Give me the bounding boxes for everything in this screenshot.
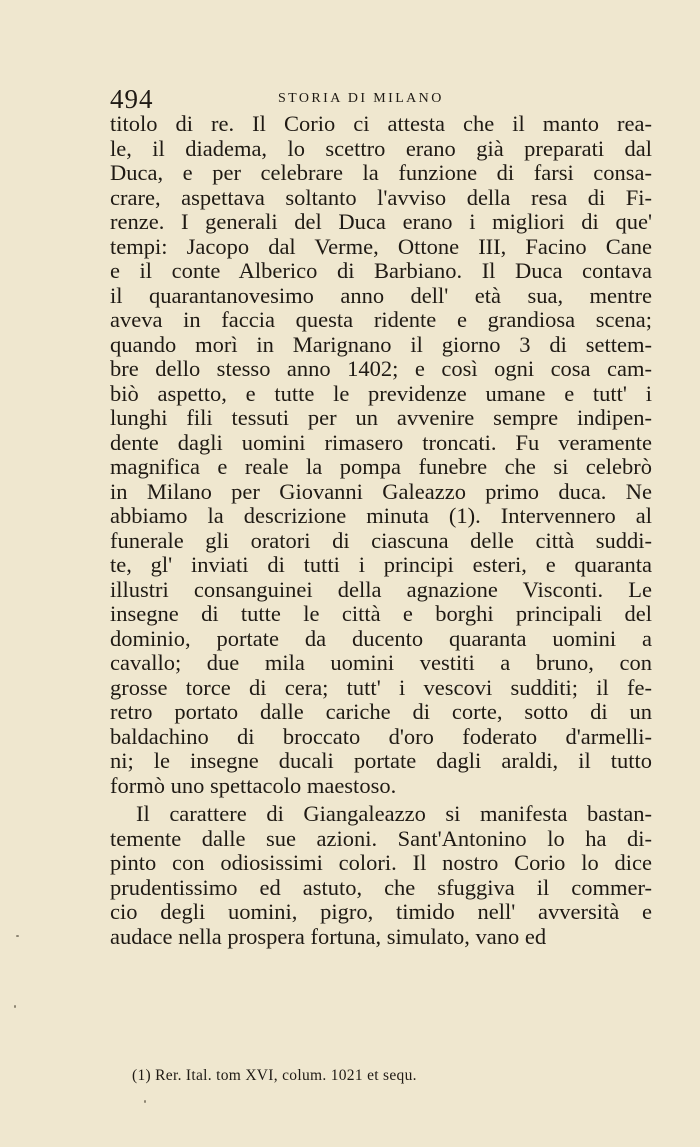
paper-speck bbox=[16, 935, 19, 937]
page-number: 494 bbox=[110, 84, 154, 114]
text-line: magnifica e reale la pompa funebre che si celebrò bbox=[110, 454, 652, 479]
text-line: il quarantanovesimo anno dell' età sua, mentre bbox=[110, 282, 652, 308]
text-line: insegne di tutte le città e borghi principali del bbox=[110, 601, 652, 626]
text-line: dominio, portate da ducento quaranta uomini a bbox=[110, 625, 652, 651]
text-line: renze. I generali del Duca erano i migliori di que' bbox=[110, 209, 652, 234]
text-line: baldachino di broccato d'oro foderato d'armelli- bbox=[110, 723, 652, 749]
paper-speck bbox=[144, 1100, 146, 1103]
text-line: Duca, e per celebrare la funzione di farsi consa- bbox=[110, 160, 652, 185]
text-line: aveva in faccia questa ridente e grandiosa scena; bbox=[110, 307, 652, 332]
text-line: grosse torce di cera; tutt' i vescovi sudditi; il fe- bbox=[110, 674, 652, 700]
text-line: Il carattere di Giangaleazzo si manifesta bastan- bbox=[136, 801, 652, 826]
text-line: tempi: Jacopo dal Verme, Ottone III, Facino Cane bbox=[110, 233, 652, 259]
text-line: temente dalle sue azioni. Sant'Antonino lo ha di- bbox=[110, 825, 652, 851]
text-line: cavallo; due mila uomini vestiti a bruno, con bbox=[110, 650, 652, 675]
text-line: te, gl' inviati di tutti i principi esteri, e quaranta bbox=[110, 552, 652, 577]
footnote: (1) Rer. Ital. tom XVI, colum. 1021 et sequ. bbox=[132, 1067, 417, 1084]
text-line: audace nella prospera fortuna, simulato, vano ed bbox=[110, 923, 547, 949]
text-line: retro portato dalle cariche di corte, sotto di un bbox=[110, 699, 652, 724]
text-line: prudentissimo ed astuto, che sfuggiva il commer- bbox=[110, 874, 652, 900]
body-text bbox=[110, 112, 652, 949]
text-line: funerale gli oratori di ciascuna delle città suddi- bbox=[110, 527, 652, 553]
text-line: cio degli uomini, pigro, timido nell' avversità e bbox=[110, 899, 652, 924]
text-line: in Milano per Giovanni Galeazzo primo duca. Ne bbox=[110, 478, 652, 504]
text-line: e il conte Alberico di Barbiano. Il Duca contava bbox=[110, 258, 652, 283]
text-line: pinto con odiosissimi colori. Il nostro Corio lo dice bbox=[110, 850, 652, 875]
text-line: abbiamo la descrizione minuta (1). Intervennero al bbox=[110, 503, 652, 528]
text-line: lunghi fili tessuti per un avvenire sempre indipen- bbox=[110, 405, 652, 430]
paragraph-1 bbox=[110, 112, 652, 798]
text-line: illustri consanguinei della agnazione Visconti. Le bbox=[110, 576, 652, 602]
paragraph-2 bbox=[110, 802, 652, 949]
text-line: quando morì in Marignano il giorno 3 di settem- bbox=[110, 331, 652, 357]
text-line: dente dagli uomini rimasero troncati. Fu veramente bbox=[110, 429, 652, 455]
text-line: biò aspetto, e tutte le previdenze umane e tutt' i bbox=[110, 380, 652, 406]
running-title: STORIA DI MILANO bbox=[278, 91, 444, 106]
text-line: bre dello stesso anno 1402; e così ogni cosa cam- bbox=[110, 356, 652, 381]
paper-speck bbox=[14, 1005, 16, 1008]
text-line: ni; le insegne ducali portate dagli araldi, il tutto bbox=[110, 748, 652, 773]
text-line: titolo di re. Il Corio ci attesta che il manto rea- bbox=[110, 111, 652, 136]
text-line: formò uno spettacolo maestoso. bbox=[110, 772, 397, 798]
text-line: le, il diadema, lo scettro erano già preparati dal bbox=[110, 135, 652, 161]
page-header bbox=[110, 84, 660, 114]
text-line: crare, aspettava soltanto l'avviso della resa di Fi- bbox=[110, 184, 652, 210]
